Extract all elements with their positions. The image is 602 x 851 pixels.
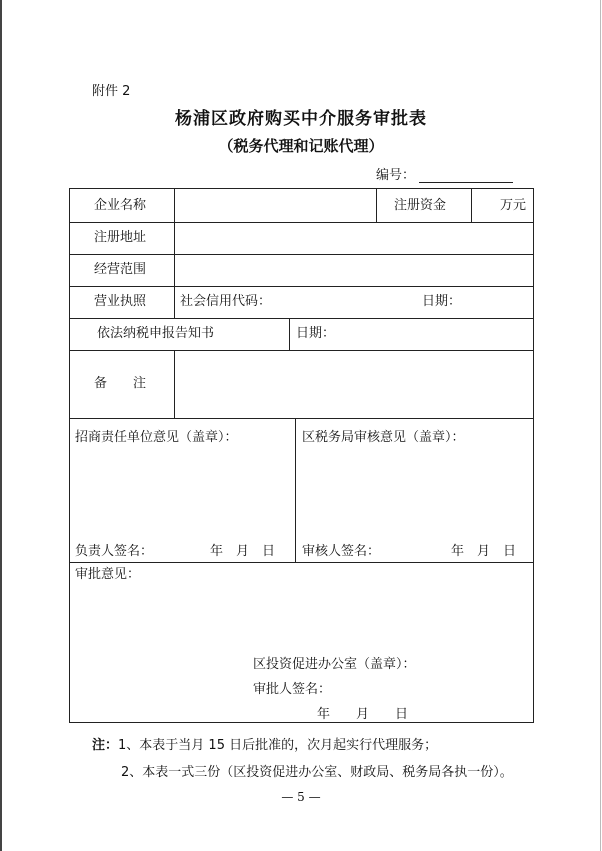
tax-notice-date-label: 日期：	[296, 326, 336, 341]
approval-opinion-label: 审批意见：	[75, 567, 141, 582]
attachment-label: 附件 2	[92, 84, 131, 99]
note-1	[92, 734, 437, 753]
row-divider	[70, 222, 533, 223]
column-divider	[376, 189, 377, 222]
registered-capital-field[interactable]	[474, 191, 499, 220]
serial-label: 编号：	[376, 168, 416, 183]
investment-opinion-label: 招商责任单位意见（盖章）：	[75, 430, 238, 445]
company-name-label: 企业名称	[94, 198, 147, 213]
row-divider	[70, 254, 533, 255]
registered-address-field[interactable]	[177, 224, 530, 253]
credit-code-label: 社会信用代码：	[180, 294, 272, 309]
note-2: 2、本表一式三份（区投资促进办公室、财政局、税务局各执一份）。	[121, 765, 513, 780]
registered-address-label: 注册地址	[94, 230, 147, 245]
remarks-label: 备 注	[94, 376, 147, 391]
row-divider	[70, 562, 533, 563]
row-divider	[70, 350, 533, 351]
document-title: 杨浦区政府购买中介服务审批表	[175, 109, 427, 129]
column-divider	[471, 189, 472, 222]
reviewer-signature-label: 审核人签名：	[302, 544, 381, 559]
column-divider	[174, 189, 175, 318]
remarks-field[interactable]	[177, 353, 530, 416]
company-name-field[interactable]	[177, 191, 374, 220]
business-scope-label: 经营范围	[94, 262, 147, 277]
serial-blank-field[interactable]	[419, 168, 513, 183]
column-divider	[289, 318, 290, 350]
license-date-label: 日期：	[422, 294, 462, 309]
investment-opinion-date: 年 月 日	[210, 544, 276, 559]
office-seal-label: 区投资促进办公室（盖章）：	[253, 657, 416, 672]
person-in-charge-signature-label: 负责人签名：	[75, 544, 154, 559]
approver-signature-label: 审批人签名：	[253, 682, 332, 697]
tax-bureau-opinion-date: 年 月 日	[451, 544, 517, 559]
business-license-label: 营业执照	[94, 294, 147, 309]
approval-date: 年 月 日	[317, 707, 409, 722]
row-divider	[70, 318, 533, 319]
registered-capital-label: 注册资金	[394, 198, 447, 213]
business-scope-field[interactable]	[177, 256, 530, 285]
row-divider	[70, 418, 533, 419]
capital-unit: 万元	[500, 198, 527, 213]
page-number: — 5 —	[281, 790, 321, 804]
approval-form	[69, 188, 534, 723]
serial-number	[376, 164, 513, 183]
tax-bureau-opinion-label: 区税务局审核意见（盖章）：	[302, 430, 465, 445]
row-divider	[70, 286, 533, 287]
document-subtitle: （税务代理和记账代理）	[218, 137, 384, 155]
note-prefix: 注：	[92, 738, 119, 753]
tax-notice-label: 依法纳税申报告知书	[97, 326, 215, 341]
note-1-text: 1、本表于当月 15 日后批准的，次月起实行代理服务；	[118, 738, 438, 753]
column-divider	[295, 418, 296, 562]
column-divider	[174, 350, 175, 418]
